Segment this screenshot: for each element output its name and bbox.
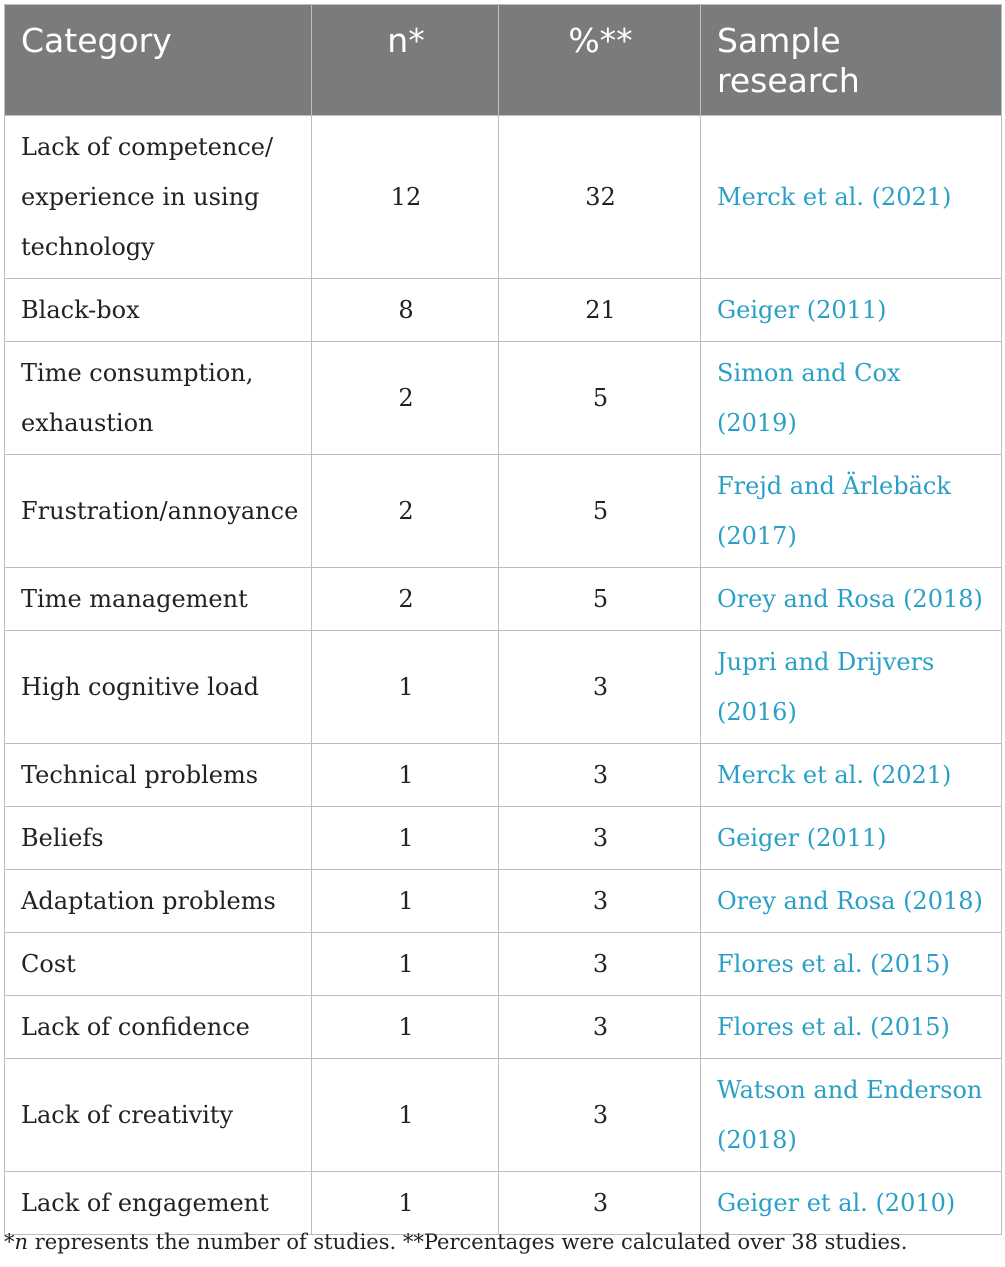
cell-n: 1 [312, 870, 499, 933]
cell-percent: 5 [499, 568, 701, 631]
cell-category: Cost [5, 933, 312, 996]
cell-percent: 3 [499, 933, 701, 996]
cell-category: Black-box [5, 279, 312, 342]
table-container [4, 4, 1001, 1235]
cell-percent: 3 [499, 1059, 701, 1172]
header-percent: %** [499, 5, 701, 116]
cell-n: 1 [312, 1059, 499, 1172]
cell-sample-research[interactable]: Frejd and Ärlebäck (2017) [701, 455, 1002, 568]
cell-category: Lack of confidence [5, 996, 312, 1059]
cell-sample-research[interactable]: Jupri and Drijvers (2016) [701, 631, 1002, 744]
footnote-n: n [14, 1230, 29, 1254]
cell-sample-research[interactable]: Merck et al. (2021) [701, 116, 1002, 279]
cell-category: Beliefs [5, 807, 312, 870]
cell-n: 2 [312, 342, 499, 455]
cell-percent: 5 [499, 455, 701, 568]
cell-sample-research[interactable]: Geiger et al. (2010) [701, 1172, 1002, 1235]
table-row [5, 455, 1002, 568]
cell-category: Adaptation problems [5, 870, 312, 933]
cell-category: Lack of competence/ experience in using technology [5, 116, 312, 279]
header-n: n* [312, 5, 499, 116]
cell-percent: 3 [499, 870, 701, 933]
table-row [5, 1059, 1002, 1172]
cell-percent: 3 [499, 744, 701, 807]
table-row [5, 807, 1002, 870]
table-row [5, 342, 1002, 455]
cell-percent: 3 [499, 1172, 701, 1235]
table-row [5, 568, 1002, 631]
cell-percent: 32 [499, 116, 701, 279]
table-body [5, 116, 1002, 1235]
cell-sample-research[interactable]: Flores et al. (2015) [701, 933, 1002, 996]
cell-category: Lack of engagement [5, 1172, 312, 1235]
cell-sample-research[interactable]: Simon and Cox (2019) [701, 342, 1002, 455]
footnote-star: * [4, 1230, 15, 1254]
table-row [5, 996, 1002, 1059]
footnote-text: represents the number of studies. **Percentages were calculated over 38 studies. [28, 1230, 908, 1254]
cell-percent: 3 [499, 807, 701, 870]
cell-n: 12 [312, 116, 499, 279]
cell-percent: 5 [499, 342, 701, 455]
cell-n: 1 [312, 744, 499, 807]
table-row [5, 933, 1002, 996]
cell-percent: 21 [499, 279, 701, 342]
cell-category: Time consumption, exhaustion [5, 342, 312, 455]
cell-category: Time management [5, 568, 312, 631]
cell-category: Frustration/annoyance [5, 455, 312, 568]
cell-sample-research[interactable]: Watson and Enderson (2018) [701, 1059, 1002, 1172]
cell-n: 1 [312, 1172, 499, 1235]
cell-sample-research[interactable]: Geiger (2011) [701, 279, 1002, 342]
challenges-table [4, 4, 1002, 1235]
cell-n: 1 [312, 807, 499, 870]
cell-sample-research[interactable]: Merck et al. (2021) [701, 744, 1002, 807]
table-row [5, 631, 1002, 744]
table-row [5, 744, 1002, 807]
cell-category: Lack of creativity [5, 1059, 312, 1172]
table-row [5, 279, 1002, 342]
cell-sample-research[interactable]: Geiger (2011) [701, 807, 1002, 870]
cell-percent: 3 [499, 631, 701, 744]
cell-sample-research[interactable]: Orey and Rosa (2018) [701, 870, 1002, 933]
header-sample-research: Sample research [701, 5, 1002, 116]
table-row [5, 116, 1002, 279]
cell-n: 2 [312, 568, 499, 631]
cell-n: 1 [312, 933, 499, 996]
cell-percent: 3 [499, 996, 701, 1059]
table-row [5, 870, 1002, 933]
cell-n: 1 [312, 631, 499, 744]
cell-sample-research[interactable]: Orey and Rosa (2018) [701, 568, 1002, 631]
cell-sample-research[interactable]: Flores et al. (2015) [701, 996, 1002, 1059]
cell-n: 1 [312, 996, 499, 1059]
cell-category: Technical problems [5, 744, 312, 807]
table-header-row [5, 5, 1002, 116]
cell-category: High cognitive load [5, 631, 312, 744]
cell-n: 8 [312, 279, 499, 342]
cell-n: 2 [312, 455, 499, 568]
table-footnote [4, 1226, 1001, 1258]
header-category: Category [5, 5, 312, 116]
